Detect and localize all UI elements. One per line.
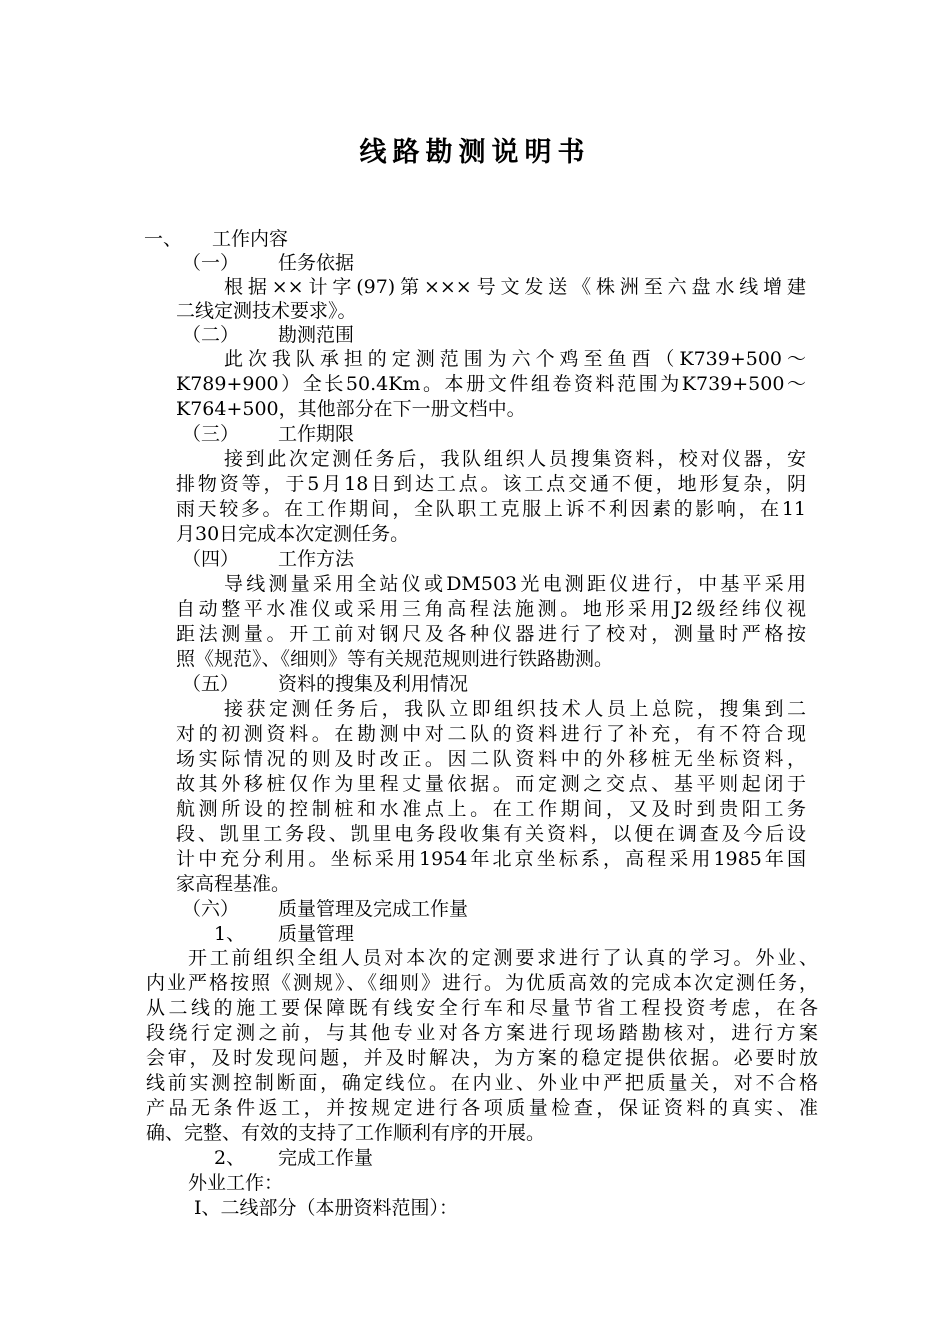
item-heading: 质量管理 bbox=[278, 923, 355, 945]
paragraph-line: 从二线的施工要保障既有线安全行车和尽量节省工程投资考虑，在各 bbox=[146, 997, 818, 1019]
paragraph-line: 产品无条件返工，并按规定进行各项质量检查，保证资料的真实、准 bbox=[146, 1097, 818, 1119]
paragraph-line: 导线测量采用全站仪或DM503光电测距仪进行，中基平采用 bbox=[224, 573, 806, 595]
paragraph-line: 接到此次定测任务后，我队组织人员搜集资料，校对仪器，安 bbox=[224, 448, 806, 470]
paragraph-line: 段绕行定测之前，与其他专业对各方案进行现场踏勘核对，进行方案 bbox=[146, 1022, 818, 1044]
subsection-number: （六） bbox=[182, 898, 240, 920]
subsection-number: （五） bbox=[182, 673, 240, 695]
part-one-heading: Ⅰ、二线部分（本册资料范围）： bbox=[194, 1197, 459, 1219]
document-title: 线路勘测说明书 bbox=[359, 137, 591, 168]
paragraph-line: K789+900）全长50.4Km。本册文件组卷资料范围为K739+500～ bbox=[176, 373, 806, 395]
section-heading: 工作内容 bbox=[212, 228, 289, 250]
item-number: 1、 bbox=[214, 923, 246, 945]
paragraph-line: 确、完整、有效的支持了工作顺利有序的开展。 bbox=[146, 1122, 546, 1144]
paragraph-line: K764+500，其他部分在下一册文档中。 bbox=[176, 398, 526, 420]
paragraph-line: 线前实测控制断面，确定线位。在内业、外业中严把质量关，对不合格 bbox=[146, 1072, 818, 1094]
paragraph-line: 照《规范》、《细则》等有关规范规则进行铁路勘测。 bbox=[176, 648, 614, 670]
paragraph-line: 根据××计字(97)第×××号文发送《株洲至六盘水线增建 bbox=[224, 276, 806, 298]
paragraph-line: 距法测量。开工前对钢尺及各种仪器进行了校对，测量时严格按 bbox=[176, 623, 806, 645]
subsection-number: （一） bbox=[182, 252, 240, 274]
paragraph-line: 二线定测技术要求》。 bbox=[176, 300, 357, 322]
paragraph-line: 对的初测资料。在勘测中对二队的资料进行了补充，有不符合现 bbox=[176, 723, 806, 745]
paragraph-line: 此次我队承担的定测范围为六个鸡至鱼酉（K739+500～ bbox=[224, 348, 806, 370]
paragraph-line: 雨天较多。在工作期间，全队职工克服上诉不利因素的影响，在11 bbox=[176, 498, 806, 520]
paragraph-line: 航测所设的控制桩和水准点上。在工作期间，又及时到贵阳工务 bbox=[176, 798, 806, 820]
subsection-number: （二） bbox=[182, 324, 240, 346]
item-number: 2、 bbox=[214, 1147, 246, 1169]
subsection-number: （四） bbox=[182, 548, 240, 570]
subsection-number: （三） bbox=[182, 423, 240, 445]
paragraph-line: 排物资等，于5月18日到达工点。该工点交通不便，地形复杂，阴 bbox=[176, 473, 806, 495]
item-heading: 完成工作量 bbox=[278, 1147, 374, 1169]
paragraph-line: 段、凯里工务段、凯里电务段收集有关资料，以便在调查及今后设 bbox=[176, 823, 806, 845]
subsection-heading: 资料的搜集及利用情况 bbox=[278, 673, 469, 695]
subsection-heading: 勘测范围 bbox=[278, 324, 355, 346]
subsection-heading: 工作方法 bbox=[278, 548, 355, 570]
paragraph-line: 场实际情况的则及时改正。因二队资料中的外移桩无坐标资料， bbox=[176, 748, 806, 770]
paragraph-line: 接获定测任务后，我队立即组织技术人员上总院，搜集到二 bbox=[224, 698, 806, 720]
paragraph-line: 月30日完成本次定测任务。 bbox=[176, 523, 410, 545]
paragraph-line: 内业严格按照《测规》、《细则》进行。为优质高效的完成本次定测任务， bbox=[146, 972, 818, 994]
subsection-heading: 质量管理及完成工作量 bbox=[278, 898, 469, 920]
paragraph-line: 故其外移桩仅作为里程丈量依据。而定测之交点、基平则起闭于 bbox=[176, 773, 806, 795]
paragraph-line: 计中充分利用。坐标采用1954年北京坐标系，高程采用1985年国 bbox=[176, 848, 806, 870]
outdoor-work-label: 外业工作： bbox=[188, 1172, 284, 1194]
paragraph-line: 自动整平水准仪或采用三角高程法施测。地形采用J2级经纬仪视 bbox=[176, 598, 806, 620]
paragraph-line: 开工前组织全组人员对本次的定测要求进行了认真的学习。外业、 bbox=[188, 947, 818, 969]
section-number: 一、 bbox=[144, 228, 183, 250]
subsection-heading: 工作期限 bbox=[278, 423, 355, 445]
subsection-heading: 任务依据 bbox=[278, 252, 355, 274]
paragraph-line: 家高程基准。 bbox=[176, 873, 291, 895]
paragraph-line: 会审，及时发现问题，并及时解决，为方案的稳定提供依据。必要时放 bbox=[146, 1047, 818, 1069]
